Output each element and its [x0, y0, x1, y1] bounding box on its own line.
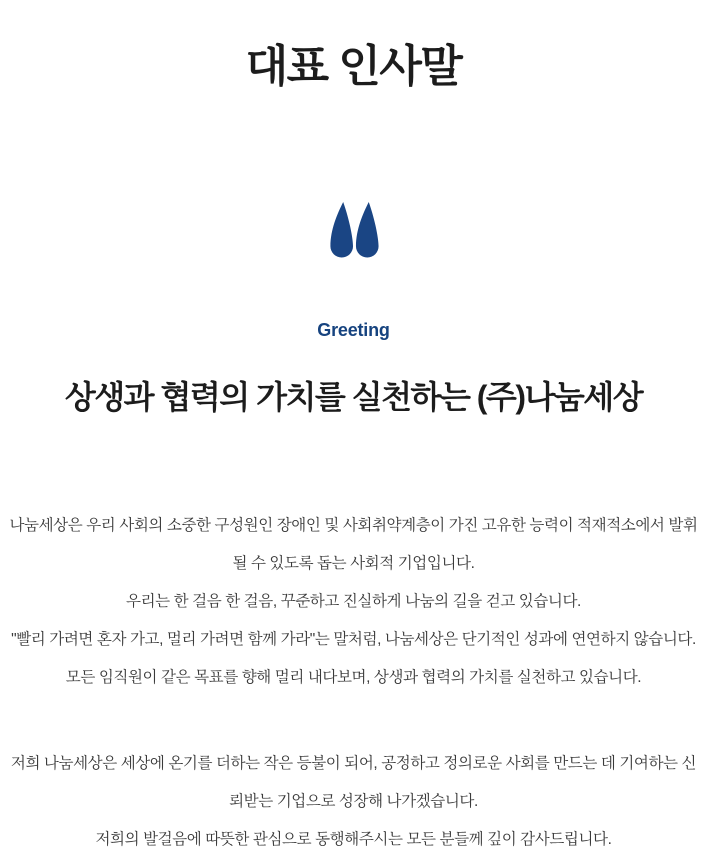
- body-line: 우리는 한 걸음 한 걸음, 꾸준하고 진실하게 나눔의 길을 걷고 있습니다.: [126, 593, 581, 610]
- body-line: 나눔세상은 우리 사회의 소중한 구성원인 장애인 및 사회취약계층이 가진 고유한 능력이 적재적소에서 발휘될 수 있도록 돕는 사회적 기업입니다.: [9, 517, 698, 572]
- paragraph-1: [6, 507, 701, 697]
- double-quote-icon: [0, 202, 707, 259]
- paragraph-2: [6, 745, 701, 859]
- body-line: 저희 나눔세상은 세상에 온기를 더하는 작은 등불이 되어, 공정하고 정의로운 사회를 만드는 데 기여하는 신뢰받는 기업으로 성장해 나가겠습니다.: [10, 755, 697, 810]
- page-title: 대표 인사말: [245, 42, 462, 91]
- body-line: 모든 임직원이 같은 목표를 향해 멀리 내다보며, 상생과 협력의 가치를 실천하고 있습니다.: [65, 669, 642, 686]
- greeting-label: Greeting: [317, 320, 390, 340]
- body-line: 저희의 발걸음에 따뜻한 관심으로 동행해주시는 모든 분들께 깊이 감사드립니다.: [95, 831, 612, 848]
- greeting-body: [0, 507, 707, 859]
- greeting-headline: 상생과 협력의 가치를 실천하는 (주)나눔세상: [64, 379, 643, 415]
- body-line: "빨리 가려면 혼자 가고, 멀리 가려면 함께 가라"는 말처럼, 나눔세상은 단기적인 성과에 연연하지 않습니다.: [11, 631, 696, 648]
